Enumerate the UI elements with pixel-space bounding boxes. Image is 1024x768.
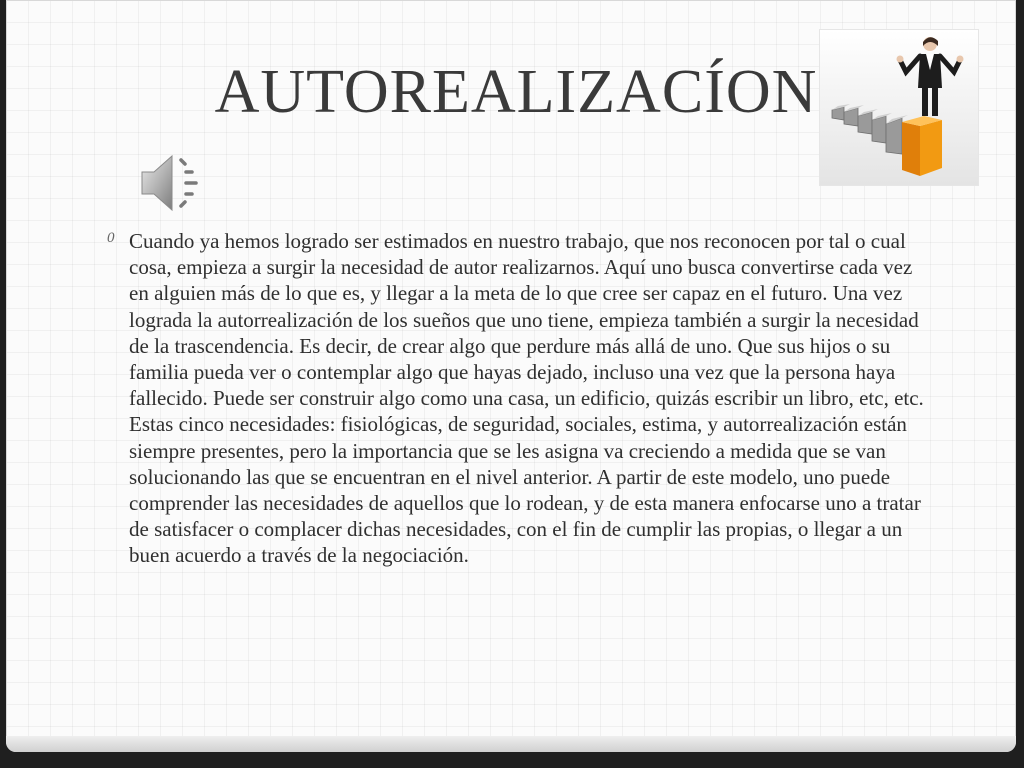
slide-title: AUTOREALIZACÍON [214, 58, 818, 126]
slide-bottom-edge [6, 736, 1016, 752]
bullet-list [107, 228, 929, 569]
bullet-marker: 0 [107, 230, 115, 246]
success-stairs-image [819, 29, 979, 186]
body-paragraph: Cuando ya hemos logrado ser estimados en nuestro trabajo, que nos reconocen por tal o cual cosa, empieza a surgir la necesidad de autor realizarnos. Aquí uno busca convertirse cada vez en alguien más de lo que es, y llegar a la meta de lo que cree ser capaz en el futuro. Una vez lograda la autorrealización de los sueños que uno tiene, empieza también a surgir la necesidad de la trascendencia. Es decir, de crear algo que perdure más allá de uno. Que sus hijos o su familia pueda ver o contemplar algo que hayas dejado, incluso una vez que la persona haya fallecido. Puede ser construir algo como una casa, un edificio, quizás escribir un libro, etc, etc. Estas cinco necesidades: fisiológicas, de seguridad, sociales, estima, y autorrealización están siempre presentes, pero la importancia que se les asigna va creciendo a medida que se van solucionando las que se encuentran en el nivel anterior. A partir de este modelo, uno puede comprender las necesidades de aquellos que lo rodean, y de esta manera enfocarse uno a tratar de satisfacer o complacer dichas necesidades, con el fin de cumplir las propias, o llegar a un buen acuerdo a través de la negociación. [129, 229, 924, 568]
speaker-icon[interactable] [134, 150, 206, 216]
slide [6, 0, 1016, 752]
